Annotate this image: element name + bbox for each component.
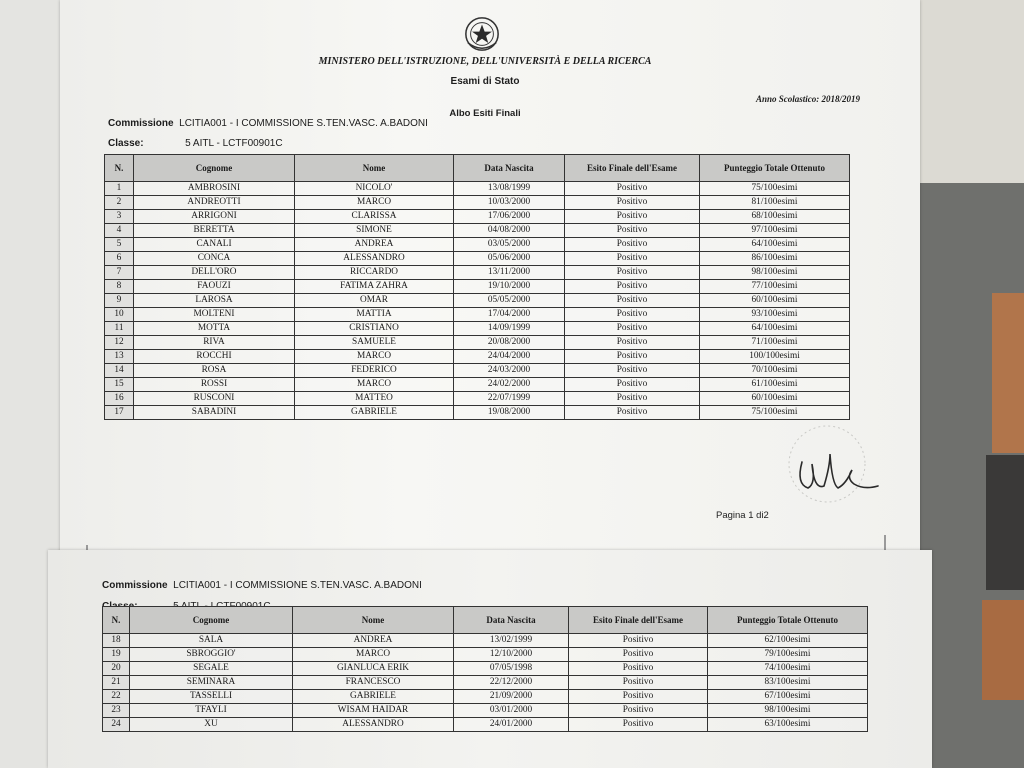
- cell-cognome: RIVA: [134, 336, 295, 350]
- table-row: [105, 210, 850, 224]
- cell-n: 14: [105, 364, 134, 378]
- cell-punteggio: 61/100esimi: [700, 378, 850, 392]
- col-punteggio: Punteggio Totale Ottenuto: [700, 155, 850, 182]
- table-row: [105, 238, 850, 252]
- col-nome: Nome: [293, 607, 454, 634]
- col-nome: Nome: [295, 155, 454, 182]
- cell-cognome: SALA: [130, 634, 293, 648]
- col-punteggio: Punteggio Totale Ottenuto: [708, 607, 868, 634]
- col-n: N.: [103, 607, 130, 634]
- cell-nome: SIMONE: [295, 224, 454, 238]
- cell-n: 10: [105, 308, 134, 322]
- cell-data-nascita: 22/12/2000: [454, 676, 569, 690]
- cell-n: 13: [105, 350, 134, 364]
- cell-punteggio: 62/100esimi: [708, 634, 868, 648]
- cell-data-nascita: 20/08/2000: [454, 336, 565, 350]
- cell-cognome: RUSCONI: [134, 392, 295, 406]
- cell-punteggio: 64/100esimi: [700, 238, 850, 252]
- cell-data-nascita: 05/06/2000: [454, 252, 565, 266]
- cell-data-nascita: 24/02/2000: [454, 378, 565, 392]
- table-row: [105, 266, 850, 280]
- cell-punteggio: 67/100esimi: [708, 690, 868, 704]
- cell-data-nascita: 13/11/2000: [454, 266, 565, 280]
- cell-esito: Positivo: [565, 280, 700, 294]
- cell-esito: Positivo: [565, 378, 700, 392]
- page-indicator: Pagina 1 di2: [716, 510, 769, 521]
- cell-nome: OMAR: [295, 294, 454, 308]
- col-data-nascita: Data Nascita: [454, 155, 565, 182]
- cell-data-nascita: 05/05/2000: [454, 294, 565, 308]
- cell-n: 16: [105, 392, 134, 406]
- cell-n: 6: [105, 252, 134, 266]
- cell-esito: Positivo: [565, 266, 700, 280]
- cell-nome: WISAM HAIDAR: [293, 704, 454, 718]
- cell-nome: FRANCESCO: [293, 676, 454, 690]
- signature-stamp: [772, 424, 882, 510]
- cell-punteggio: 74/100esimi: [708, 662, 868, 676]
- cell-n: 8: [105, 280, 134, 294]
- cell-nome: SAMUELE: [295, 336, 454, 350]
- commission-line-2: [102, 580, 422, 591]
- cell-esito: Positivo: [565, 406, 700, 420]
- cell-n: 22: [103, 690, 130, 704]
- cell-esito: Positivo: [569, 648, 708, 662]
- class-line-1: [108, 138, 283, 149]
- cell-esito: Positivo: [569, 634, 708, 648]
- table-row: [105, 252, 850, 266]
- col-n: N.: [105, 155, 134, 182]
- cell-nome: ANDREA: [293, 634, 454, 648]
- cell-nome: CLARISSA: [295, 210, 454, 224]
- table-row: [105, 350, 850, 364]
- table-row: [105, 336, 850, 350]
- cell-data-nascita: 19/10/2000: [454, 280, 565, 294]
- cell-nome: MARCO: [295, 350, 454, 364]
- background-wood-object-lower: [982, 600, 1024, 700]
- cell-cognome: SABADINI: [134, 406, 295, 420]
- table-row: [105, 280, 850, 294]
- cell-punteggio: 100/100esimi: [700, 350, 850, 364]
- cell-punteggio: 75/100esimi: [700, 182, 850, 196]
- cell-data-nascita: 14/09/1999: [454, 322, 565, 336]
- class-label: Classe:: [108, 138, 144, 149]
- cell-n: 21: [103, 676, 130, 690]
- cell-n: 3: [105, 210, 134, 224]
- cell-data-nascita: 24/03/2000: [454, 364, 565, 378]
- table-row: [105, 294, 850, 308]
- results-table-page-2: [102, 606, 868, 732]
- table-row: [105, 196, 850, 210]
- cell-data-nascita: 03/01/2000: [454, 704, 569, 718]
- cell-nome: ANDREA: [295, 238, 454, 252]
- table-row: [103, 634, 868, 648]
- cell-n: 15: [105, 378, 134, 392]
- cell-cognome: ANDREOTTI: [134, 196, 295, 210]
- table-row: [103, 718, 868, 732]
- cell-data-nascita: 21/09/2000: [454, 690, 569, 704]
- document-title: Albo Esiti Finali: [449, 108, 521, 119]
- italian-republic-emblem-icon: [463, 14, 501, 54]
- cell-n: 9: [105, 294, 134, 308]
- table-row: [105, 182, 850, 196]
- cell-cognome: ROCCHI: [134, 350, 295, 364]
- cell-nome: ALESSANDRO: [295, 252, 454, 266]
- cell-punteggio: 71/100esimi: [700, 336, 850, 350]
- cell-nome: MATTIA: [295, 308, 454, 322]
- cell-punteggio: 63/100esimi: [708, 718, 868, 732]
- cell-punteggio: 81/100esimi: [700, 196, 850, 210]
- cell-n: 24: [103, 718, 130, 732]
- cell-esito: Positivo: [565, 392, 700, 406]
- cell-n: 5: [105, 238, 134, 252]
- cell-data-nascita: 24/01/2000: [454, 718, 569, 732]
- cell-punteggio: 70/100esimi: [700, 364, 850, 378]
- cell-nome: FEDERICO: [295, 364, 454, 378]
- cell-cognome: FAOUZI: [134, 280, 295, 294]
- cell-n: 12: [105, 336, 134, 350]
- col-cognome: Cognome: [130, 607, 293, 634]
- cell-punteggio: 98/100esimi: [700, 266, 850, 280]
- col-esito: Esito Finale dell'Esame: [569, 607, 708, 634]
- cell-esito: Positivo: [569, 676, 708, 690]
- cell-data-nascita: 22/07/1999: [454, 392, 565, 406]
- cell-cognome: AMBROSINI: [134, 182, 295, 196]
- table-row: [103, 662, 868, 676]
- class-value: 5 AITL - LCTF00901C: [185, 138, 283, 149]
- table-row: [103, 676, 868, 690]
- table-row: [105, 392, 850, 406]
- table-row: [105, 224, 850, 238]
- cell-nome: NICOLO': [295, 182, 454, 196]
- cell-esito: Positivo: [569, 690, 708, 704]
- cell-punteggio: 97/100esimi: [700, 224, 850, 238]
- cell-n: 7: [105, 266, 134, 280]
- cell-n: 11: [105, 322, 134, 336]
- cell-nome: MARCO: [293, 648, 454, 662]
- cell-cognome: TASSELLI: [130, 690, 293, 704]
- table-row: [105, 378, 850, 392]
- exam-title: Esami di Stato: [450, 76, 520, 87]
- cell-n: 17: [105, 406, 134, 420]
- cell-cognome: DELL'ORO: [134, 266, 295, 280]
- cell-cognome: ARRIGONI: [134, 210, 295, 224]
- table-row: [105, 308, 850, 322]
- background-wood-object: [992, 293, 1024, 453]
- school-year: Anno Scolastico: 2018/2019: [755, 94, 860, 104]
- cell-esito: Positivo: [565, 182, 700, 196]
- cell-punteggio: 98/100esimi: [708, 704, 868, 718]
- cell-nome: MARCO: [295, 196, 454, 210]
- cell-cognome: MOLTENI: [134, 308, 295, 322]
- cell-esito: Positivo: [565, 196, 700, 210]
- cell-nome: RICCARDO: [295, 266, 454, 280]
- cell-punteggio: 60/100esimi: [700, 294, 850, 308]
- col-data-nascita: Data Nascita: [454, 607, 569, 634]
- cell-esito: Positivo: [565, 210, 700, 224]
- cell-esito: Positivo: [565, 238, 700, 252]
- cell-nome: ALESSANDRO: [293, 718, 454, 732]
- cell-esito: Positivo: [565, 322, 700, 336]
- cell-cognome: XU: [130, 718, 293, 732]
- commission-label: Commissione: [108, 118, 174, 129]
- table-header-row: [105, 155, 850, 182]
- commission-label-2: Commissione: [102, 580, 168, 591]
- cell-esito: Positivo: [569, 704, 708, 718]
- cell-punteggio: 79/100esimi: [708, 648, 868, 662]
- table-header-row: [103, 607, 868, 634]
- cell-esito: Positivo: [569, 662, 708, 676]
- cell-esito: Positivo: [565, 308, 700, 322]
- cell-cognome: MOTTA: [134, 322, 295, 336]
- cell-nome: MARCO: [295, 378, 454, 392]
- cell-punteggio: 86/100esimi: [700, 252, 850, 266]
- cell-nome: FATIMA ZAHRA: [295, 280, 454, 294]
- col-cognome: Cognome: [134, 155, 295, 182]
- cell-punteggio: 64/100esimi: [700, 322, 850, 336]
- cell-data-nascita: 04/08/2000: [454, 224, 565, 238]
- table-row: [103, 704, 868, 718]
- cell-punteggio: 68/100esimi: [700, 210, 850, 224]
- cell-nome: CRISTIANO: [295, 322, 454, 336]
- cell-nome: GABRIELE: [295, 406, 454, 420]
- commission-value: LCITIA001 - I COMMISSIONE S.TEN.VASC. A.BADONI: [179, 118, 428, 129]
- cell-esito: Positivo: [565, 294, 700, 308]
- ministry-name: MINISTERO DELL'ISTRUZIONE, DELL'UNIVERSITÀ E DELLA RICERCA: [318, 56, 652, 67]
- cell-punteggio: 93/100esimi: [700, 308, 850, 322]
- cell-n: 1: [105, 182, 134, 196]
- cell-cognome: ROSSI: [134, 378, 295, 392]
- results-table-page-1: [104, 154, 850, 420]
- cell-data-nascita: 24/04/2000: [454, 350, 565, 364]
- cell-n: 2: [105, 196, 134, 210]
- cell-punteggio: 77/100esimi: [700, 280, 850, 294]
- cell-data-nascita: 19/08/2000: [454, 406, 565, 420]
- cell-cognome: SBROGGIO': [130, 648, 293, 662]
- cell-n: 20: [103, 662, 130, 676]
- cell-punteggio: 83/100esimi: [708, 676, 868, 690]
- cell-esito: Positivo: [565, 364, 700, 378]
- cell-punteggio: 60/100esimi: [700, 392, 850, 406]
- cell-data-nascita: 13/02/1999: [454, 634, 569, 648]
- table-row: [103, 690, 868, 704]
- cell-cognome: LAROSA: [134, 294, 295, 308]
- cell-n: 4: [105, 224, 134, 238]
- cell-esito: Positivo: [565, 336, 700, 350]
- cell-cognome: ROSA: [134, 364, 295, 378]
- cell-data-nascita: 03/05/2000: [454, 238, 565, 252]
- col-esito: Esito Finale dell'Esame: [565, 155, 700, 182]
- cell-cognome: TFAYLI: [130, 704, 293, 718]
- cell-esito: Positivo: [565, 224, 700, 238]
- cell-nome: MATTEO: [295, 392, 454, 406]
- background-dark-object: [986, 455, 1024, 590]
- cell-n: 23: [103, 704, 130, 718]
- cell-esito: Positivo: [569, 718, 708, 732]
- cell-cognome: CANALI: [134, 238, 295, 252]
- cell-data-nascita: 17/06/2000: [454, 210, 565, 224]
- table-row: [103, 648, 868, 662]
- cell-punteggio: 75/100esimi: [700, 406, 850, 420]
- cell-nome: GIANLUCA ERIK: [293, 662, 454, 676]
- cell-n: 18: [103, 634, 130, 648]
- cell-data-nascita: 13/08/1999: [454, 182, 565, 196]
- cell-esito: Positivo: [565, 350, 700, 364]
- table-row: [105, 406, 850, 420]
- cell-data-nascita: 17/04/2000: [454, 308, 565, 322]
- cell-data-nascita: 10/03/2000: [454, 196, 565, 210]
- table-row: [105, 364, 850, 378]
- commission-value-2: LCITIA001 - I COMMISSIONE S.TEN.VASC. A.BADONI: [173, 580, 422, 591]
- cell-nome: GABRIELE: [293, 690, 454, 704]
- cell-cognome: BERETTA: [134, 224, 295, 238]
- cell-esito: Positivo: [565, 252, 700, 266]
- table-row: [105, 322, 850, 336]
- cell-cognome: CONCA: [134, 252, 295, 266]
- commission-line-1: [108, 118, 428, 129]
- cell-data-nascita: 12/10/2000: [454, 648, 569, 662]
- cell-data-nascita: 07/05/1998: [454, 662, 569, 676]
- cell-n: 19: [103, 648, 130, 662]
- cell-cognome: SEMINARA: [130, 676, 293, 690]
- cell-cognome: SEGALE: [130, 662, 293, 676]
